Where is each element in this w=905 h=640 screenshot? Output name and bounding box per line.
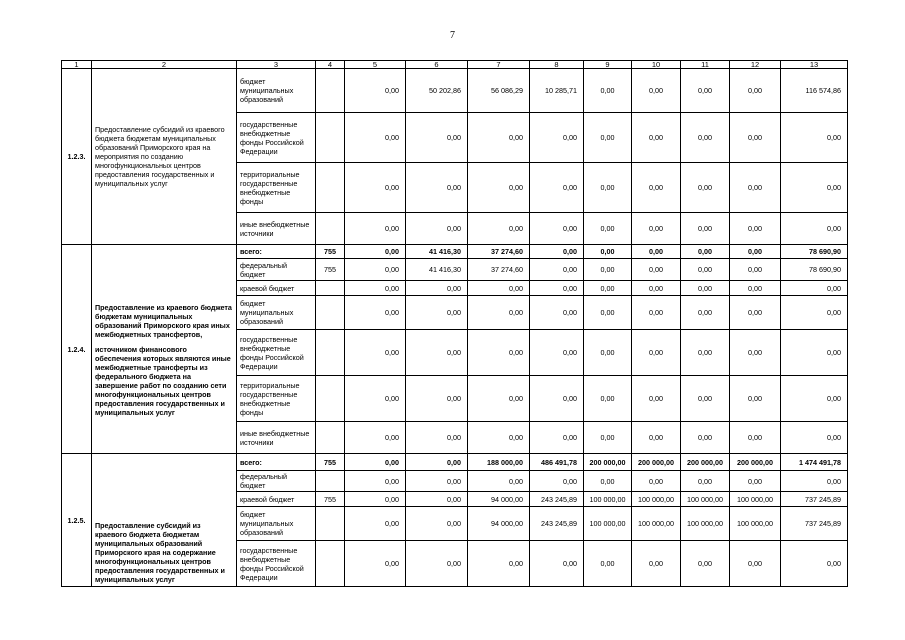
value-cell: 100 000,00 — [584, 507, 632, 541]
funding-source: бюджет муниципальных образований — [237, 507, 316, 541]
funding-source: краевой бюджет — [237, 281, 316, 296]
code-cell — [316, 69, 345, 113]
column-header: 3 — [237, 61, 316, 69]
value-cell: 1 474 491,78 — [781, 454, 848, 471]
code-cell — [316, 330, 345, 376]
value-cell: 0,00 — [730, 330, 781, 376]
code-cell: 755 — [316, 454, 345, 471]
value-cell: 0,00 — [468, 471, 530, 492]
value-cell: 0,00 — [345, 507, 406, 541]
value-cell: 0,00 — [345, 245, 406, 259]
value-cell: 41 416,30 — [406, 245, 468, 259]
column-header: 11 — [681, 61, 730, 69]
section-description: Предоставление субсидий из краевого бюджета бюджетам муниципальных образований Приморского края на содержание многофункциональных центров предоставления государственных и муниципальных услуг — [92, 454, 237, 587]
funding-source: бюджет муниципальных образований — [237, 69, 316, 113]
value-cell: 10 285,71 — [530, 69, 584, 113]
value-cell: 0,00 — [681, 541, 730, 587]
code-cell: 755 — [316, 259, 345, 281]
value-cell: 0,00 — [681, 259, 730, 281]
value-cell: 0,00 — [468, 113, 530, 163]
code-cell: 755 — [316, 492, 345, 507]
column-header: 2 — [92, 61, 237, 69]
funding-source: территориальные государственные внебюджетные фонды — [237, 376, 316, 422]
column-header: 12 — [730, 61, 781, 69]
value-cell: 0,00 — [345, 330, 406, 376]
value-cell: 94 000,00 — [468, 492, 530, 507]
value-cell: 0,00 — [584, 163, 632, 213]
column-header: 8 — [530, 61, 584, 69]
value-cell: 200 000,00 — [584, 454, 632, 471]
value-cell: 0,00 — [681, 163, 730, 213]
value-cell: 78 690,90 — [781, 259, 848, 281]
column-header: 6 — [406, 61, 468, 69]
funding-source: государственные внебюджетные фонды Российской Федерации — [237, 113, 316, 163]
column-header: 13 — [781, 61, 848, 69]
value-cell: 0,00 — [632, 113, 681, 163]
value-cell: 0,00 — [730, 213, 781, 245]
value-cell: 0,00 — [632, 422, 681, 454]
value-cell: 100 000,00 — [730, 507, 781, 541]
code-cell — [316, 213, 345, 245]
value-cell: 0,00 — [530, 245, 584, 259]
value-cell: 0,00 — [730, 113, 781, 163]
value-cell: 0,00 — [406, 471, 468, 492]
column-header: 10 — [632, 61, 681, 69]
header-row — [62, 61, 848, 69]
value-cell: 0,00 — [530, 330, 584, 376]
value-cell: 486 491,78 — [530, 454, 584, 471]
table-row — [62, 245, 848, 259]
value-cell: 0,00 — [632, 259, 681, 281]
section-number: 1.2.4. — [62, 245, 92, 454]
value-cell: 0,00 — [406, 507, 468, 541]
value-cell: 0,00 — [681, 113, 730, 163]
value-cell: 0,00 — [406, 376, 468, 422]
value-cell: 0,00 — [468, 163, 530, 213]
value-cell: 100 000,00 — [632, 492, 681, 507]
code-cell — [316, 541, 345, 587]
value-cell: 0,00 — [730, 296, 781, 330]
value-cell: 0,00 — [584, 330, 632, 376]
funding-source: государственные внебюджетные фонды Российской Федерации — [237, 330, 316, 376]
value-cell: 0,00 — [345, 213, 406, 245]
value-cell: 243 245,89 — [530, 507, 584, 541]
value-cell: 0,00 — [345, 376, 406, 422]
column-header: 5 — [345, 61, 406, 69]
value-cell: 100 000,00 — [681, 507, 730, 541]
value-cell: 243 245,89 — [530, 492, 584, 507]
value-cell: 737 245,89 — [781, 507, 848, 541]
value-cell: 0,00 — [530, 213, 584, 245]
value-cell: 0,00 — [681, 376, 730, 422]
value-cell: 0,00 — [584, 113, 632, 163]
value-cell: 0,00 — [406, 454, 468, 471]
value-cell: 0,00 — [584, 376, 632, 422]
value-cell: 0,00 — [345, 422, 406, 454]
value-cell: 0,00 — [406, 541, 468, 587]
code-cell — [316, 471, 345, 492]
value-cell: 188 000,00 — [468, 454, 530, 471]
section-description: Предоставление субсидий из краевого бюджета бюджетам муниципальных образований Приморского края на мероприятия по созданию многофункциональных центров предоставления государственных и муниципальных услуг — [92, 69, 237, 245]
value-cell: 0,00 — [345, 113, 406, 163]
value-cell: 0,00 — [530, 259, 584, 281]
funding-source: федеральный бюджет — [237, 471, 316, 492]
value-cell: 0,00 — [584, 259, 632, 281]
value-cell: 100 000,00 — [584, 492, 632, 507]
value-cell: 0,00 — [781, 376, 848, 422]
code-cell — [316, 507, 345, 541]
funding-source: иные внебюджетные источники — [237, 422, 316, 454]
value-cell: 100 000,00 — [681, 492, 730, 507]
value-cell: 0,00 — [681, 296, 730, 330]
value-cell: 0,00 — [781, 471, 848, 492]
value-cell: 78 690,90 — [781, 245, 848, 259]
value-cell: 0,00 — [530, 281, 584, 296]
value-cell: 0,00 — [406, 163, 468, 213]
value-cell: 0,00 — [406, 113, 468, 163]
value-cell: 0,00 — [730, 541, 781, 587]
code-cell: 755 — [316, 245, 345, 259]
value-cell: 0,00 — [345, 163, 406, 213]
code-cell — [316, 296, 345, 330]
value-cell: 0,00 — [584, 281, 632, 296]
funding-source: территориальные государственные внебюджетные фонды — [237, 163, 316, 213]
value-cell: 0,00 — [681, 245, 730, 259]
value-cell: 0,00 — [681, 281, 730, 296]
value-cell: 0,00 — [781, 113, 848, 163]
value-cell: 0,00 — [632, 69, 681, 113]
value-cell: 0,00 — [345, 471, 406, 492]
funding-source: всего: — [237, 454, 316, 471]
value-cell: 0,00 — [781, 541, 848, 587]
value-cell: 0,00 — [584, 69, 632, 113]
value-cell: 0,00 — [584, 541, 632, 587]
value-cell: 0,00 — [584, 245, 632, 259]
value-cell: 0,00 — [681, 213, 730, 245]
value-cell: 0,00 — [632, 541, 681, 587]
budget-table — [61, 60, 848, 587]
value-cell: 0,00 — [584, 213, 632, 245]
value-cell: 0,00 — [584, 422, 632, 454]
value-cell: 0,00 — [345, 454, 406, 471]
value-cell: 0,00 — [468, 541, 530, 587]
value-cell: 0,00 — [468, 281, 530, 296]
value-cell: 200 000,00 — [681, 454, 730, 471]
section-number: 1.2.5. — [62, 454, 92, 587]
value-cell: 0,00 — [730, 422, 781, 454]
value-cell: 0,00 — [781, 281, 848, 296]
column-header: 4 — [316, 61, 345, 69]
code-cell — [316, 376, 345, 422]
value-cell: 0,00 — [730, 245, 781, 259]
value-cell: 0,00 — [530, 163, 584, 213]
value-cell: 0,00 — [406, 330, 468, 376]
value-cell: 0,00 — [530, 541, 584, 587]
value-cell: 50 202,86 — [406, 69, 468, 113]
value-cell: 0,00 — [584, 296, 632, 330]
value-cell: 200 000,00 — [730, 454, 781, 471]
value-cell: 0,00 — [632, 163, 681, 213]
value-cell: 0,00 — [730, 471, 781, 492]
value-cell: 0,00 — [530, 471, 584, 492]
page-number: 7 — [450, 30, 455, 41]
value-cell: 737 245,89 — [781, 492, 848, 507]
value-cell: 0,00 — [345, 492, 406, 507]
value-cell: 0,00 — [730, 281, 781, 296]
value-cell: 0,00 — [468, 376, 530, 422]
value-cell: 0,00 — [632, 376, 681, 422]
value-cell: 56 086,29 — [468, 69, 530, 113]
value-cell: 37 274,60 — [468, 259, 530, 281]
value-cell: 0,00 — [345, 541, 406, 587]
value-cell: 0,00 — [468, 296, 530, 330]
value-cell: 0,00 — [468, 213, 530, 245]
value-cell: 0,00 — [406, 281, 468, 296]
section-description: Предоставление из краевого бюджета бюджетам муниципальных образований Приморского края иных межбюджетных трансфертов, источником финансового обеспечения которых являются иные межбюджетные трансферты из федерального бюджета на завершение работ по созданию сети многофункциональных центров предоставления государственных и муниципальных услуг — [92, 245, 237, 454]
value-cell: 0,00 — [781, 422, 848, 454]
value-cell: 0,00 — [730, 376, 781, 422]
column-header: 1 — [62, 61, 92, 69]
value-cell: 0,00 — [681, 471, 730, 492]
value-cell: 0,00 — [406, 492, 468, 507]
value-cell: 0,00 — [468, 422, 530, 454]
funding-source: всего: — [237, 245, 316, 259]
value-cell: 0,00 — [345, 281, 406, 296]
value-cell: 0,00 — [730, 69, 781, 113]
value-cell: 0,00 — [781, 296, 848, 330]
value-cell: 200 000,00 — [632, 454, 681, 471]
funding-source: бюджет муниципальных образований — [237, 296, 316, 330]
column-header: 9 — [584, 61, 632, 69]
value-cell: 0,00 — [584, 471, 632, 492]
column-header: 7 — [468, 61, 530, 69]
value-cell: 0,00 — [468, 330, 530, 376]
code-cell — [316, 281, 345, 296]
value-cell: 0,00 — [530, 296, 584, 330]
value-cell: 0,00 — [632, 213, 681, 245]
value-cell: 0,00 — [681, 330, 730, 376]
value-cell: 0,00 — [530, 113, 584, 163]
value-cell: 116 574,86 — [781, 69, 848, 113]
value-cell: 0,00 — [406, 422, 468, 454]
value-cell: 0,00 — [632, 281, 681, 296]
value-cell: 0,00 — [730, 259, 781, 281]
funding-source: федеральный бюджет — [237, 259, 316, 281]
funding-source: краевой бюджет — [237, 492, 316, 507]
value-cell: 0,00 — [730, 163, 781, 213]
value-cell: 0,00 — [781, 330, 848, 376]
value-cell: 100 000,00 — [730, 492, 781, 507]
value-cell: 0,00 — [632, 330, 681, 376]
code-cell — [316, 163, 345, 213]
table-row — [62, 454, 848, 471]
value-cell: 0,00 — [345, 259, 406, 281]
value-cell: 0,00 — [530, 376, 584, 422]
funding-source: иные внебюджетные источники — [237, 213, 316, 245]
code-cell — [316, 113, 345, 163]
value-cell: 0,00 — [681, 422, 730, 454]
value-cell: 0,00 — [632, 245, 681, 259]
value-cell: 100 000,00 — [632, 507, 681, 541]
table-row — [62, 69, 848, 113]
value-cell: 0,00 — [345, 69, 406, 113]
value-cell: 0,00 — [781, 213, 848, 245]
value-cell: 0,00 — [406, 213, 468, 245]
value-cell: 37 274,60 — [468, 245, 530, 259]
value-cell: 0,00 — [345, 296, 406, 330]
value-cell: 0,00 — [632, 471, 681, 492]
value-cell: 0,00 — [681, 69, 730, 113]
value-cell: 0,00 — [406, 296, 468, 330]
value-cell: 0,00 — [632, 296, 681, 330]
section-number: 1.2.3. — [62, 69, 92, 245]
value-cell: 0,00 — [781, 163, 848, 213]
code-cell — [316, 422, 345, 454]
funding-source: государственные внебюджетные фонды Российской Федерации — [237, 541, 316, 587]
value-cell: 94 000,00 — [468, 507, 530, 541]
value-cell: 0,00 — [530, 422, 584, 454]
value-cell: 41 416,30 — [406, 259, 468, 281]
